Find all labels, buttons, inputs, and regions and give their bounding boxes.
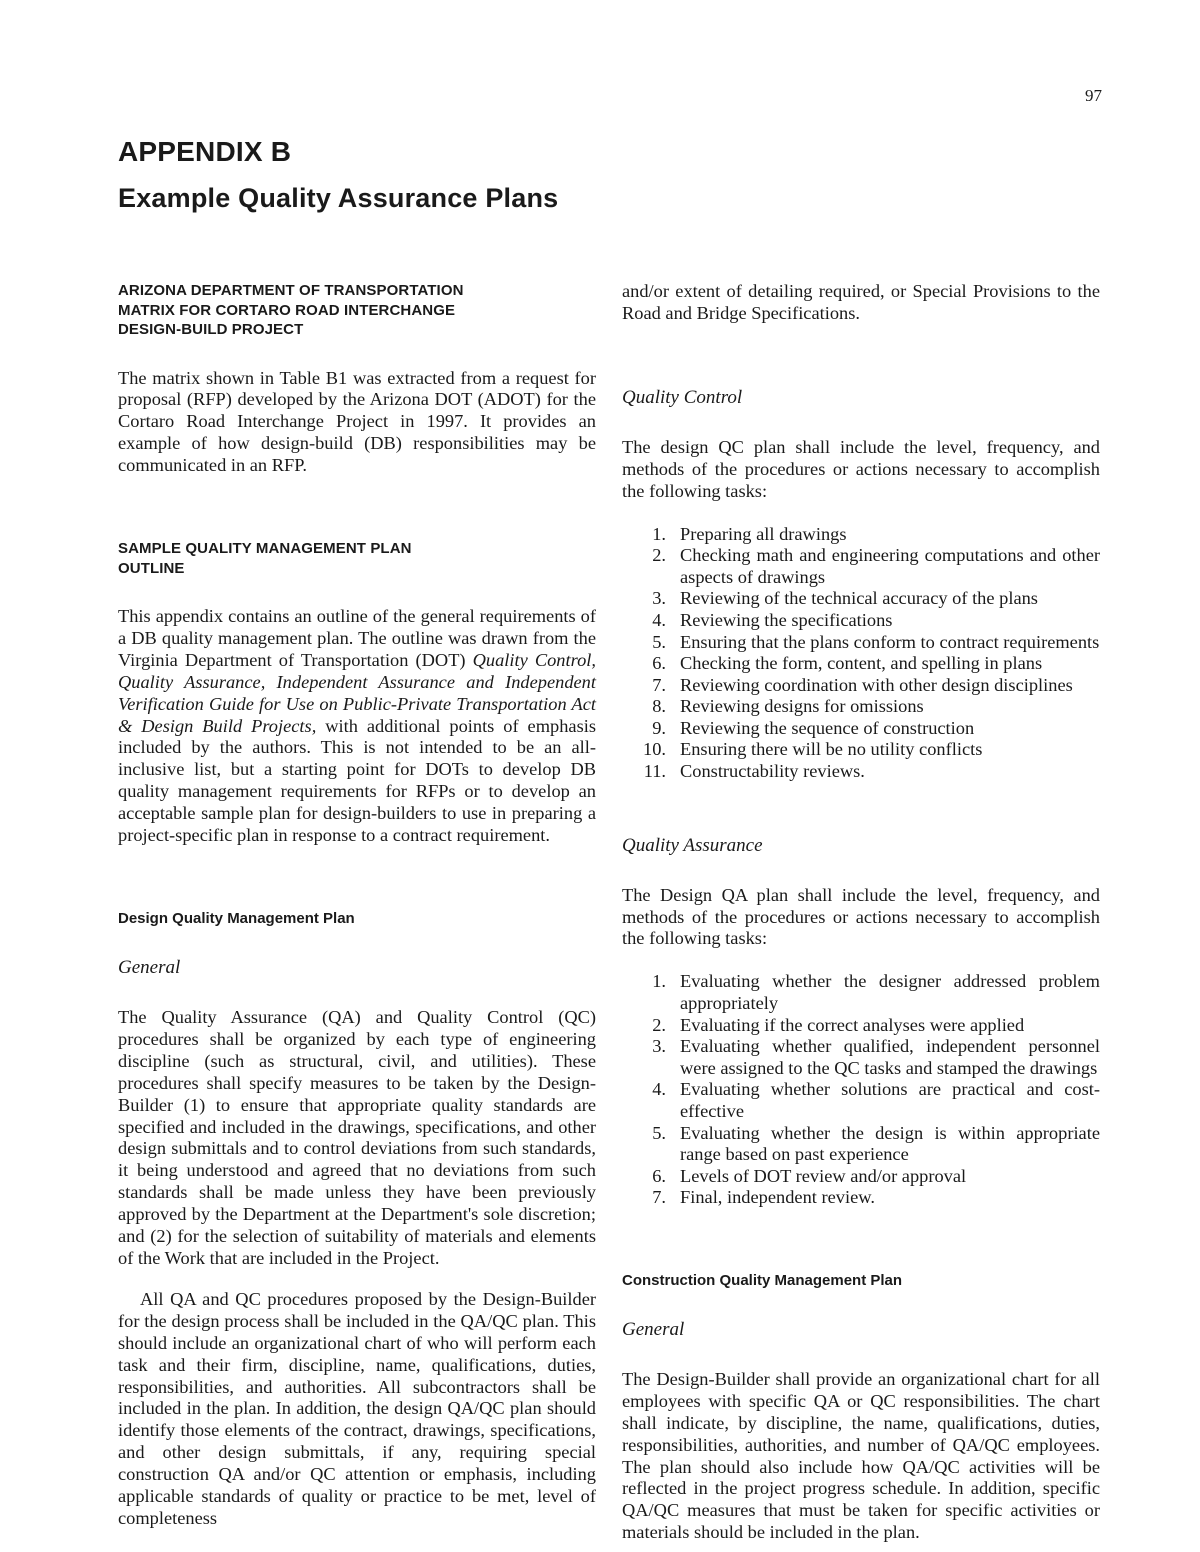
list-item-text: Ensuring there will be no utility conflicts <box>680 739 983 760</box>
list-number: 6. <box>652 1165 666 1186</box>
list-item <box>622 588 1100 610</box>
quality-assurance-heading: Quality Assurance <box>622 834 763 856</box>
list-item <box>622 610 1100 632</box>
adot-heading-line-3: DESIGN-BUILD PROJECT <box>118 321 304 338</box>
spacer <box>622 783 1100 835</box>
list-item <box>622 1015 1100 1037</box>
spacer <box>118 477 596 539</box>
quality-control-intro: The design QC plan shall include the level, frequency, and methods of the procedures or actions necessary to accomplish the following tasks: <box>622 436 1100 501</box>
list-number: 9. <box>652 717 666 738</box>
list-number: 1. <box>652 971 666 992</box>
design-qmp-heading: Design Quality Management Plan <box>118 910 355 927</box>
list-item-text: Reviewing the specifications <box>680 609 893 630</box>
sample-paragraph-part-1: This appendix contains an outline of the general requirements of a DB quality management plan. The outline was drawn from the Virginia Department of Transportation (DOT) <box>118 606 596 670</box>
list-number: 4. <box>652 609 666 630</box>
list-item-text: Evaluating whether the design is within appropriate range based on past experience <box>680 1122 1100 1165</box>
sample-paragraph-part-2: with additional points of emphasis included by the authors. This is not intended to be an all-inclusive list, but a starting point for DOTs to develop DB quality management requirements for RFPs or to develop an acceptable sample plan for design-builders to use in preparing a project-specific plan in response to a contract requirement. <box>118 715 596 846</box>
list-number: 7. <box>652 674 666 695</box>
design-general-paragraph-1: The Quality Assurance (QA) and Quality Control (QC) procedures shall be organized by each type of engineering discipline (such as structural, civil, and utilities). These procedures shall specify measures to be taken by the Design-Builder (1) to ensure that appropriate quality standards are specified and included in the drawings, specifications, and other design submittals and to control deviations from such standards, it being understood and agreed that no deviations from such standards shall be made unless they have been previously approved by the Department at the Department's sole discretion; and (2) for the selection of suitability of materials and elements of the Work that are included in the Project. <box>118 1007 596 1268</box>
list-item <box>622 1187 1100 1209</box>
sample-paragraph <box>118 606 596 847</box>
list-item-text: Reviewing the sequence of construction <box>680 717 975 738</box>
list-item-text: Reviewing of the technical accuracy of the plans <box>680 588 1038 609</box>
spacer <box>118 929 596 957</box>
list-item <box>622 675 1100 697</box>
list-item-text: Evaluating whether qualified, independent personnel were assigned to the QC tasks and stamped the drawings <box>680 1036 1100 1078</box>
list-number: 6. <box>652 653 666 674</box>
general-heading-left: General <box>118 957 181 978</box>
list-item-text: Levels of DOT review and/or approval <box>680 1165 967 1186</box>
list-item <box>622 761 1100 783</box>
quality-assurance-list <box>622 971 1100 1209</box>
sample-paragraph-italic-title: Quality Control, Quality Assurance, Independent Assurance and Independent Verification Guide for Use on Public-Private Transportation Act & Design Build Projects, <box>118 649 596 736</box>
spacer <box>118 340 596 368</box>
list-number: 3. <box>652 588 666 609</box>
list-number: 10. <box>643 739 666 760</box>
list-item-text: Final, independent review. <box>680 1187 875 1208</box>
list-item <box>622 1166 1100 1188</box>
spacer <box>622 409 1100 437</box>
spacer <box>622 1209 1100 1271</box>
list-item <box>622 524 1100 546</box>
list-item <box>622 1123 1100 1166</box>
list-item-text: Constructability reviews. <box>680 761 865 782</box>
list-number: 5. <box>652 1122 666 1143</box>
adot-heading-line-2: MATRIX FOR CORTARO ROAD INTERCHANGE <box>118 301 456 319</box>
left-column <box>118 281 596 1530</box>
appendix-label: APPENDIX B <box>118 136 292 167</box>
list-number: 8. <box>652 696 666 717</box>
page-number: 97 <box>1085 86 1102 105</box>
list-number: 4. <box>652 1079 666 1100</box>
list-item-text: Preparing all drawings <box>680 523 847 544</box>
page-title: Example Quality Assurance Plans <box>118 183 559 213</box>
spacer <box>118 578 596 606</box>
list-item <box>622 696 1100 718</box>
list-item <box>622 718 1100 740</box>
list-item <box>622 971 1100 1014</box>
general-heading-right: General <box>622 1318 685 1340</box>
list-number: 5. <box>652 631 666 652</box>
sample-section-heading <box>118 539 596 578</box>
list-item <box>622 653 1100 675</box>
quality-control-heading: Quality Control <box>622 386 743 408</box>
spacer <box>118 1270 596 1289</box>
adot-heading-line-1: ARIZONA DEPARTMENT OF TRANSPORTATION <box>118 282 464 299</box>
sample-heading-line-2: OUTLINE <box>118 559 185 577</box>
list-item-text: Ensuring that the plans conform to contract requirements <box>680 631 1100 652</box>
quality-assurance-intro: The Design QA plan shall include the level, frequency, and methods of the procedures or actions necessary to accomplish the following tasks: <box>622 884 1100 949</box>
list-number: 1. <box>652 523 666 544</box>
list-item <box>622 1079 1100 1122</box>
list-number: 3. <box>652 1036 666 1057</box>
list-item-text: Evaluating if the correct analyses were applied <box>680 1014 1025 1035</box>
adot-paragraph: The matrix shown in Table B1 was extracted from a request for proposal (RFP) developed by the Arizona DOT (ADOT) for the Cortaro Road Interchange Project in 1997. It provides an example of how design-build (DB) responsibilities may be communicated in an RFP. <box>118 367 596 476</box>
construction-general-paragraph: The Design-Builder shall provide an organizational chart for all employees with specific QA or QC responsibilities. The chart shall indicate, by discipline, the name, qualifications, duties, responsibilities, authorities, and number of QA/QC employees. The plan should also include how QA/QC activities will be reflected in the project progress schedule. In addition, specific QA/QC measures that must be taken for specific activities or materials should be included in the plan. <box>622 1368 1100 1543</box>
spacer <box>118 847 596 909</box>
spacer <box>622 325 1100 387</box>
list-item-text: Reviewing coordination with other design disciplines <box>680 674 1073 695</box>
list-item-text: Reviewing designs for omissions <box>680 696 924 717</box>
list-item <box>622 545 1100 588</box>
adot-section-heading <box>118 281 596 340</box>
list-item-text: Checking math and engineering computations and other aspects of drawings <box>680 545 1100 587</box>
list-number: 2. <box>652 1014 666 1035</box>
list-item-text: Evaluating whether solutions are practical and cost-effective <box>680 1079 1100 1121</box>
list-item <box>622 632 1100 654</box>
list-item <box>622 739 1100 761</box>
spacer <box>622 1291 1100 1319</box>
list-number: 11. <box>643 761 666 782</box>
spacer <box>622 857 1100 885</box>
quality-control-list <box>622 524 1100 783</box>
design-general-paragraph-2: All QA and QC procedures proposed by the Design-Builder for the design process shall be included in the QA/QC plan. This should include an organizational chart of who will perform each task and their firm, discipline, name, qualifications, duties, responsibilities, and authorities. All subcontractors shall be included in the plan. In addition, the design QA/QC plan should identify those elements of the contract, drawings, specifications, and other design submittals, if any, requiring special construction QA and/or QC attention or emphasis, including applicable standards of quality or practice to be met, level of completeness <box>118 1288 596 1528</box>
construction-qmp-heading: Construction Quality Management Plan <box>622 1271 903 1289</box>
list-item-text: Evaluating whether the designer addressed problem appropriately <box>680 971 1100 1013</box>
continuation-paragraph: and/or extent of detailing required, or Special Provisions to the Road and Bridge Specifications. <box>622 281 1100 323</box>
spacer <box>622 1341 1100 1369</box>
list-item <box>622 1036 1100 1079</box>
spacer <box>118 979 596 1007</box>
spacer <box>622 503 1100 524</box>
list-item-text: Checking the form, content, and spelling in plans <box>680 653 1043 674</box>
spacer <box>622 950 1100 971</box>
list-number: 2. <box>652 545 666 566</box>
list-number: 7. <box>652 1187 666 1208</box>
sample-heading-line-1: SAMPLE QUALITY MANAGEMENT PLAN <box>118 540 412 558</box>
right-column <box>622 281 1100 1544</box>
